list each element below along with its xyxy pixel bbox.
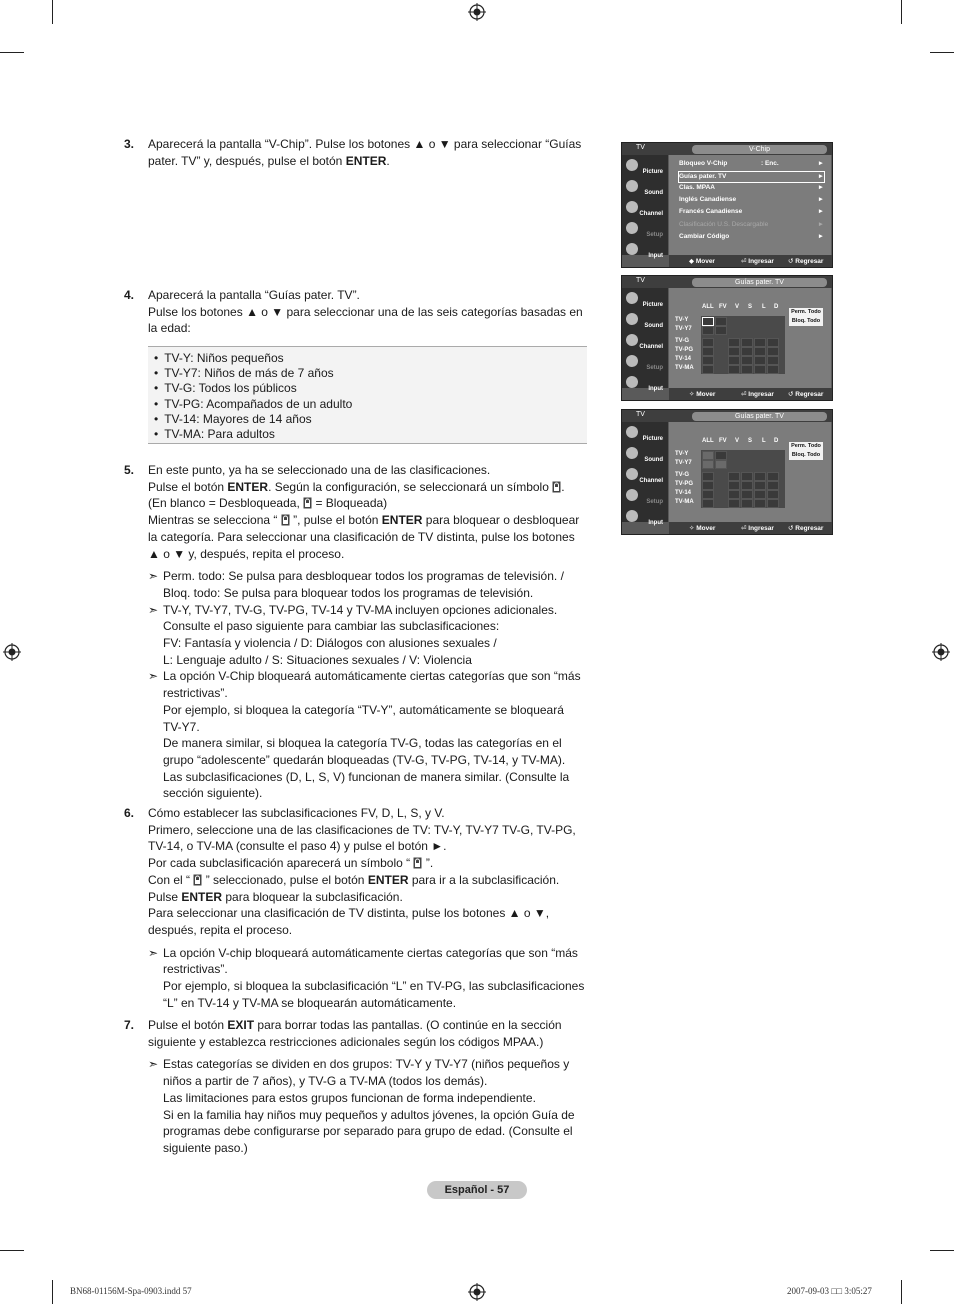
grid-cell[interactable]: [702, 490, 714, 499]
menu-item[interactable]: Bloqueo V-Chip : Enc. ►: [679, 160, 824, 167]
tv-bottom-bar: [669, 388, 832, 400]
menu-item-selected[interactable]: Guías pater. TV ►: [678, 171, 825, 183]
grid-cell[interactable]: [767, 365, 779, 374]
grid-cell[interactable]: [741, 356, 753, 365]
grid-cell[interactable]: [715, 326, 727, 335]
screen-title: Guías pater. TV: [692, 412, 827, 421]
list-item: • TV-PG: Acompañados de un adulto: [154, 397, 587, 412]
grid-cell[interactable]: [741, 499, 753, 508]
grid-cell[interactable]: [754, 356, 766, 365]
list-item: • TV-Y: Niños pequeños: [154, 351, 587, 366]
step-text: Pulse los botones ▲ o ▼ para seleccionar una de las seis categorías basadas en: [148, 304, 583, 319]
tv-label: TV: [636, 277, 645, 284]
grid-cell[interactable]: [767, 481, 779, 490]
step-text: Pulse el botón ENTER. Según la configuración, se seleccionará un símbolo .: [148, 479, 565, 494]
step-number: 6.: [124, 806, 135, 820]
step-text: Con el “ ” seleccionado, pulse el botón ENTER para ir a la subclasificación.: [148, 872, 560, 887]
grid-cell[interactable]: [728, 338, 740, 347]
grid-cell[interactable]: [767, 347, 779, 356]
grid-cell[interactable]: [702, 356, 714, 365]
tv-label: TV: [636, 144, 645, 151]
crop-mark: [930, 1250, 954, 1251]
picture-icon: [626, 292, 638, 304]
crop-mark: [901, 0, 902, 24]
list-item: • TV-Y7: Niños de más de 7 años: [154, 366, 587, 381]
crop-mark: [0, 1250, 24, 1251]
nav-hint: ◆ Mover: [689, 258, 715, 265]
footer-file-info: BN68-01156M-Spa-0903.indd 57: [70, 1286, 192, 1296]
step-text: Primero, seleccione una de las clasificaciones de TV: TV-Y, TV-Y7 TV-G, TV-PG,: [148, 822, 576, 837]
sidebar-item-sound[interactable]: Sound: [624, 178, 666, 197]
note: ➣ Perm. todo: Se pulsa para desbloquear todos los programas de televisión. / Bloq. todo: Se pulsa para bloquear todos los programas de televisión.: [148, 569, 564, 600]
setup-icon: [626, 355, 638, 367]
tv-screen-parental-2: [621, 409, 833, 535]
step-text: (En blanco = Desbloqueada, = Bloqueada): [148, 496, 388, 511]
grid-cell[interactable]: [728, 365, 740, 374]
step-text: la categoría. Para seleccionar una clasificación de TV distinta, pulse los botones: [148, 529, 575, 544]
menu-item[interactable]: Clas. MPAA ►: [679, 184, 824, 191]
grid-cell[interactable]: [767, 472, 779, 481]
grid-cell[interactable]: [702, 326, 714, 335]
step-number: 7.: [124, 1018, 135, 1032]
crop-mark: [930, 52, 954, 53]
note: ➣ La opción V-chip bloqueará automáticamente ciertas categorías que son “más restrictivas”. Por ejemplo, si bloquea la subclasificación “L” en TV-PG, las subclasificaciones “L” en TV-14 y TV-MA se bloquearán automáticamente.: [148, 945, 585, 1010]
lock-icon: [281, 514, 290, 526]
picture-icon: [626, 426, 638, 438]
grid-cell[interactable]: [741, 472, 753, 481]
grid-cell[interactable]: [741, 347, 753, 356]
step-4: [124, 287, 594, 337]
step-number: 4.: [124, 288, 135, 302]
tv-ratings-panel: [669, 288, 831, 388]
tv-screen-parental-1: [621, 275, 833, 401]
sidebar-item-input[interactable]: Input: [624, 508, 666, 527]
lock-icon: [193, 874, 202, 886]
grid-cell[interactable]: [741, 338, 753, 347]
grid-cell[interactable]: [702, 338, 714, 347]
note-arrow-icon: ➣: [148, 569, 159, 584]
tv-sidebar: [622, 155, 668, 259]
tv-sidebar: [622, 422, 668, 526]
grid-cell[interactable]: [728, 472, 740, 481]
nav-hint: ↺ Regresar: [788, 391, 824, 398]
step-text: Por cada subclasificación aparecerá un símbolo “ ”.: [148, 856, 434, 871]
grid-cell[interactable]: [741, 481, 753, 490]
nav-hint: ↺ Regresar: [788, 525, 824, 532]
grid-cell[interactable]: [715, 317, 727, 326]
sidebar-item-picture[interactable]: Picture: [624, 157, 666, 176]
sidebar-item-setup[interactable]: Setup: [624, 353, 666, 372]
grid-cell[interactable]: [702, 460, 714, 469]
grid-cell[interactable]: [702, 451, 714, 460]
step-text: TV-14, o TV-MA (consulte el paso 4) y pulse el botón ►.: [148, 839, 447, 854]
crop-mark: [52, 1280, 53, 1304]
crop-mark: [0, 52, 24, 53]
tv-screen-vchip: [621, 142, 833, 268]
step-text: Cómo establecer las subclasificaciones FV, D, L, S, y V.: [148, 806, 445, 820]
step-5: [124, 462, 594, 802]
grid-cell[interactable]: [754, 338, 766, 347]
step-number: 5.: [124, 463, 135, 477]
grid-cell[interactable]: [715, 460, 727, 469]
sidebar-item-channel[interactable]: Channel: [624, 199, 666, 218]
step-text: Pulse ENTER para bloquear la subclasificación.: [148, 889, 403, 904]
grid-cell-selected[interactable]: [702, 317, 714, 326]
grid-cell[interactable]: [702, 481, 714, 490]
sidebar-item-setup[interactable]: Setup: [624, 487, 666, 506]
footer-timestamp: 2007-09-03 □□ 3:05:27: [787, 1286, 872, 1296]
grid-cell[interactable]: [767, 499, 779, 508]
note-arrow-icon: ➣: [148, 669, 159, 684]
channel-icon: [626, 468, 638, 480]
step-6: [124, 805, 594, 1011]
sidebar-item-sound[interactable]: Sound: [624, 311, 666, 330]
sound-icon: [626, 447, 638, 459]
grid-cell[interactable]: [741, 365, 753, 374]
nav-hint: ✧ Mover: [689, 525, 716, 532]
grid-cell[interactable]: [702, 347, 714, 356]
screen-title: Guías pater. TV: [692, 278, 827, 287]
registration-mark-icon: [3, 643, 21, 661]
sidebar-item-input[interactable]: Input: [624, 241, 666, 260]
bloq-todo-button[interactable]: Bloq. Todo: [789, 317, 823, 326]
picture-icon: [626, 159, 638, 171]
grid-cell[interactable]: [754, 472, 766, 481]
screen-title: V-Chip: [692, 145, 827, 154]
perm-todo-button[interactable]: Perm. Todo: [789, 442, 823, 451]
note: ➣ Estas categorías se dividen en dos grupos: TV-Y y TV-Y7 (niños pequeños y niños a partir de 7 años), y TV-G a TV-MA (todos los demás). Las limitaciones para estos grupos funcionan de forma independiente. Si en la familia hay niños muy pequeños y adultos jóvenes, la opción Guía de programas debe configurarse por separado para grupo de edad. (Consulte el siguiente paso.): [148, 1057, 575, 1155]
tv-menu: [669, 155, 831, 255]
channel-icon: [626, 334, 638, 346]
sidebar-item-input[interactable]: Input: [624, 374, 666, 393]
tv-label: TV: [636, 411, 645, 418]
crop-mark: [52, 0, 53, 24]
step-3: [124, 136, 594, 169]
rating-list: [148, 346, 587, 444]
sidebar-item-picture[interactable]: Picture: [624, 290, 666, 309]
tv-bottom-bar: [669, 255, 832, 267]
grid-cell[interactable]: [767, 338, 779, 347]
crop-mark: [901, 1280, 902, 1304]
menu-item[interactable]: Inglés Canadiense ►: [679, 196, 824, 203]
step-text: Para seleccionar una clasificación de TV distinta, pulse los botones ▲ o ▼,: [148, 906, 550, 921]
note-arrow-icon: ➣: [148, 602, 159, 617]
step-text: Pulse el botón EXIT para borrar todas las pantallas. (O continúe en la sección: [148, 1018, 562, 1032]
grid-cell[interactable]: [754, 499, 766, 508]
menu-item[interactable]: Francés Canadiense ►: [679, 208, 824, 215]
step-text: Aparecerá la pantalla “V-Chip”. Pulse los botones ▲ o ▼ para seleccionar “Guías: [148, 137, 582, 151]
nav-hint: ↺ Regresar: [788, 258, 824, 265]
tv-sidebar: [622, 288, 668, 392]
step-text: Mientras se selecciona “ ”, pulse el botón ENTER para bloquear o desbloquear: [148, 513, 580, 528]
sidebar-item-setup[interactable]: Setup: [624, 220, 666, 239]
grid-cell[interactable]: [728, 356, 740, 365]
menu-item[interactable]: Clasificación U.S. Descargable ►: [679, 221, 824, 228]
step-text: la edad:: [148, 321, 191, 336]
input-icon: [626, 243, 638, 255]
step-text: En este punto, ya ha se seleccionado una de las clasificaciones.: [148, 463, 491, 477]
bloq-todo-button[interactable]: Bloq. Todo: [789, 451, 823, 460]
input-icon: [626, 376, 638, 388]
tv-bottom-bar: [669, 522, 832, 534]
grid-cell[interactable]: [728, 499, 740, 508]
note: ➣ La opción V-Chip bloqueará automáticamente ciertas categorías que son “más restrictivas”. Por ejemplo, si bloquea la categoría “TV-Y”, automáticamente se bloqueará TV-Y7. De manera similar, si bloquea la categoría TV-G, todas las categorías en el grupo “adolescente” quedarán bloqueadas (TV-G, TV-PG, TV-14, y TV-MA). Las subclasificaciones (D, L, S, V) funcionan de manera similar. (Consulte la sección siguiente).: [148, 669, 581, 801]
step-text: siguiente y establezca restricciones adicionales según los códigos MPAA.): [148, 1034, 544, 1049]
sidebar-item-sound[interactable]: Sound: [624, 445, 666, 464]
nav-hint: ⏎ Ingresar: [741, 258, 774, 265]
nav-hint: ⏎ Ingresar: [741, 525, 774, 532]
perm-todo-button[interactable]: Perm. Todo: [789, 308, 823, 317]
grid-cell[interactable]: [754, 365, 766, 374]
page-number-badge: Español - 57: [427, 1181, 527, 1199]
list-item: • TV-G: Todos los públicos: [154, 381, 587, 396]
step-text: ▲ o ▼ y, después, repita el proceso.: [148, 546, 345, 561]
channel-icon: [626, 201, 638, 213]
ratings-grid: ALL FV V S L D TV-Y TV-Y7 TV-G TV-PG TV-14 TV-MA: [675, 304, 786, 386]
registration-mark-icon: [468, 1283, 486, 1301]
setup-icon: [626, 489, 638, 501]
sidebar-item-channel[interactable]: Channel: [624, 466, 666, 485]
sidebar-item-picture[interactable]: Picture: [624, 424, 666, 443]
grid-cell[interactable]: [728, 481, 740, 490]
grid-cell[interactable]: [715, 451, 727, 460]
setup-icon: [626, 222, 638, 234]
sound-icon: [626, 313, 638, 325]
note-arrow-icon: ➣: [148, 1057, 159, 1072]
list-item: • TV-MA: Para adultos: [154, 427, 587, 442]
ratings-grid: ALL FV V S L D TV-Y TV-Y7 TV-G TV-PG TV-14 TV-MA: [675, 438, 786, 520]
note-arrow-icon: ➣: [148, 945, 159, 960]
nav-hint: ⏎ Ingresar: [741, 391, 774, 398]
grid-cell[interactable]: [702, 472, 714, 481]
list-item: • TV-14: Mayores de 14 años: [154, 412, 587, 427]
grid-cell[interactable]: [754, 490, 766, 499]
sidebar-item-channel[interactable]: Channel: [624, 332, 666, 351]
step-text: después, repita el proceso.: [148, 922, 293, 937]
registration-mark-icon: [932, 643, 950, 661]
step-text: Aparecerá la pantalla “Guías pater. TV”.: [148, 288, 360, 302]
input-icon: [626, 510, 638, 522]
grid-cell[interactable]: [767, 356, 779, 365]
grid-cell[interactable]: [741, 490, 753, 499]
grid-cell[interactable]: [702, 365, 714, 374]
lock-icon: [552, 481, 561, 493]
tv-ratings-panel: [669, 422, 831, 522]
menu-item[interactable]: Cambiar Código ►: [679, 233, 824, 240]
grid-cell[interactable]: [754, 481, 766, 490]
step-number: 3.: [124, 137, 135, 151]
grid-cell[interactable]: [754, 347, 766, 356]
note: ➣ TV-Y, TV-Y7, TV-G, TV-PG, TV-14 y TV-MA incluyen opciones adicionales. Consulte el paso siguiente para cambiar las subclasificaciones: FV: Fantasía y violencia / D: Diálogos con alusiones sexuales / L: Lenguaje adulto / S: Situaciones sexuales / V: Violencia: [148, 602, 558, 667]
grid-cell[interactable]: [728, 490, 740, 499]
lock-icon: [303, 497, 312, 509]
grid-cell[interactable]: [702, 499, 714, 508]
step-text: pater. TV” y, después, pulse el botón ENTER.: [148, 153, 390, 168]
sound-icon: [626, 180, 638, 192]
grid-cell[interactable]: [728, 347, 740, 356]
step-7: [124, 1017, 594, 1157]
registration-mark-icon: [468, 3, 486, 21]
nav-hint: ✧ Mover: [689, 391, 716, 398]
grid-cell[interactable]: [767, 490, 779, 499]
